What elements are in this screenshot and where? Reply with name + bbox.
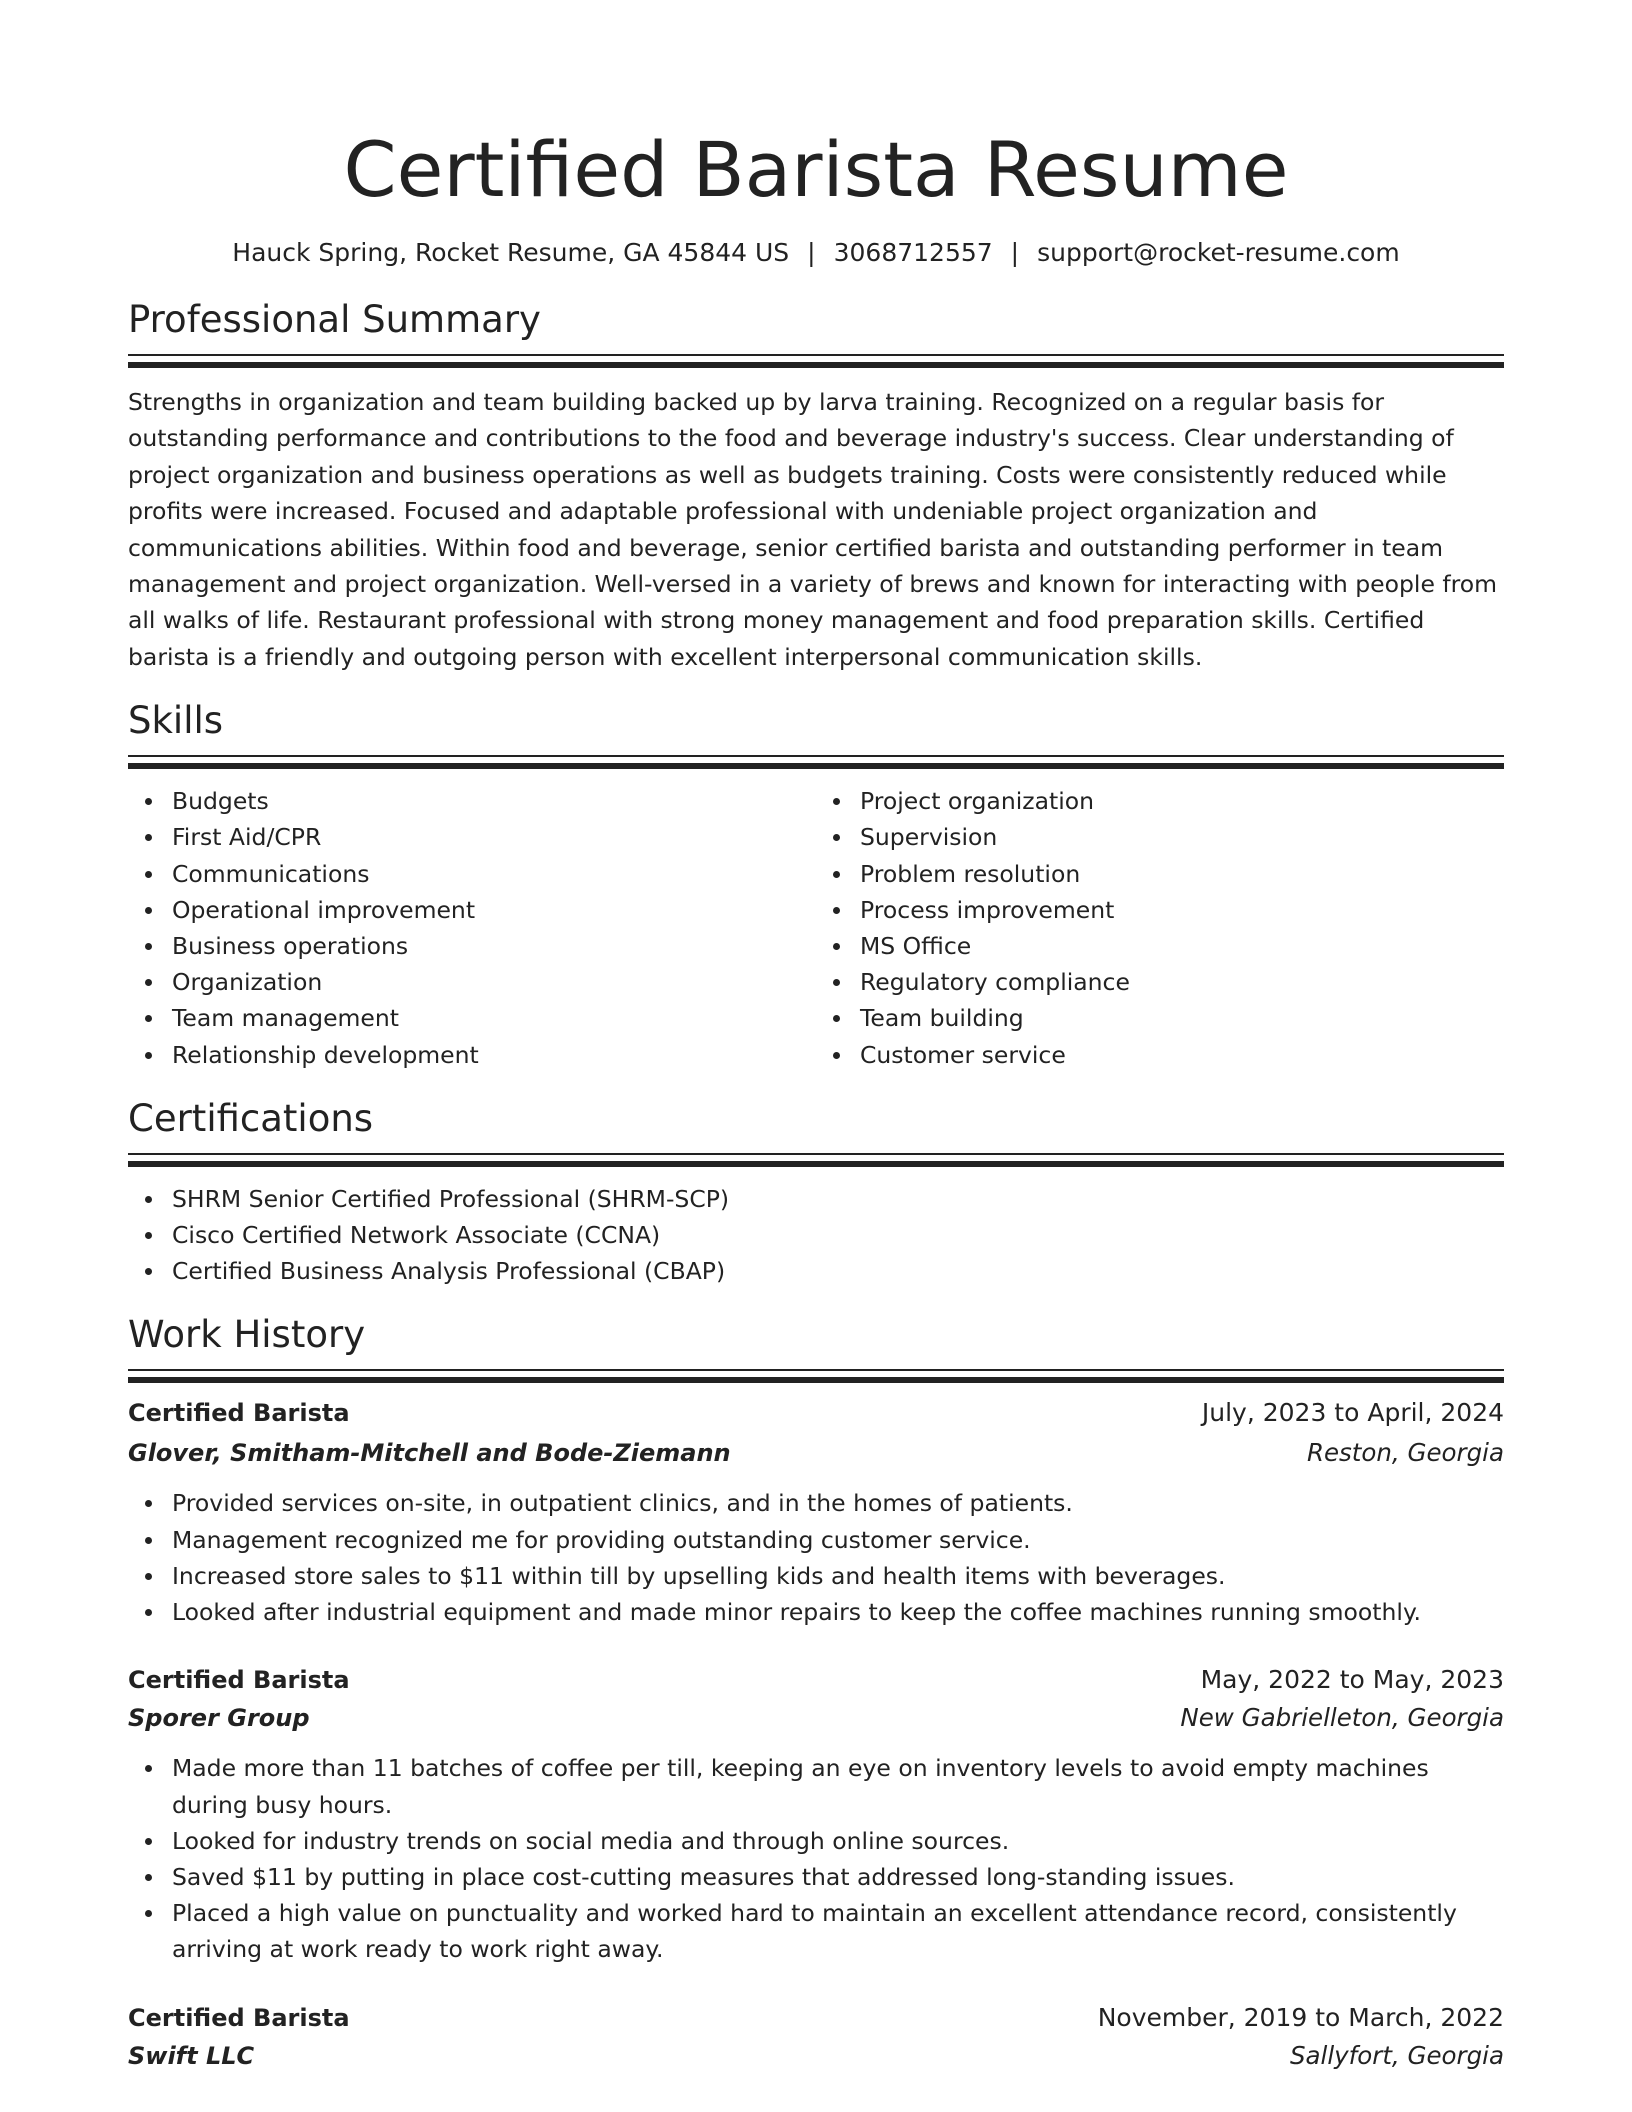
job-company-row xyxy=(128,1698,1504,1738)
certification-item: Certified Business Analysis Professional (CBAP) xyxy=(172,1253,1504,1289)
section-divider xyxy=(128,354,1504,368)
skills-grid xyxy=(128,783,1504,1073)
job-duty-item: Looked for industry trends on social media and through online sources. xyxy=(172,1823,1504,1859)
job-duty-item: Increased store sales to $11 within till by upselling kids and health items with beverages. xyxy=(172,1558,1504,1594)
skill-item: Communications xyxy=(172,856,816,892)
job-duty-item: Placed a high value on punctuality and worked hard to maintain an excellent attendance record, consistently arriving at work ready to work right away. xyxy=(172,1895,1504,1967)
skills-list-left xyxy=(128,783,816,1073)
contact-phone[interactable]: 3068712557 xyxy=(833,238,993,267)
job-duties-list xyxy=(128,1485,1504,1630)
skill-item: Organization xyxy=(172,964,816,1000)
resume-title: Certified Barista Resume xyxy=(343,125,1289,214)
section-divider xyxy=(128,755,1504,769)
job-duty-item: Made more than 11 batches of coffee per till, keeping an eye on inventory levels to avoid empty machines during busy hours. xyxy=(172,1750,1504,1822)
job-company-row xyxy=(128,2036,1504,2076)
skill-item: Project organization xyxy=(860,783,1504,819)
skill-item: Team building xyxy=(860,1000,1504,1036)
job-dates: November, 2019 to March, 2022 xyxy=(1097,2002,1504,2032)
job-header-row xyxy=(128,1660,1504,1700)
certifications-section xyxy=(128,1095,1504,1290)
job-company: Swift LLC xyxy=(128,2041,255,2070)
section-divider xyxy=(128,1153,1504,1167)
job-header-row xyxy=(128,1393,1504,1433)
job-duty-item: Management recognized me for providing outstanding customer service. xyxy=(172,1522,1504,1558)
job-header-row xyxy=(128,1998,1504,2038)
contact-separator: | xyxy=(807,238,816,267)
skill-item: Supervision xyxy=(860,819,1504,855)
skill-item: Process improvement xyxy=(860,892,1504,928)
certifications-list xyxy=(128,1181,1504,1290)
job-title: Certified Barista xyxy=(128,1399,350,1428)
skill-item: Customer service xyxy=(860,1037,1504,1073)
skills-heading: Skills xyxy=(128,699,224,743)
contact-separator: | xyxy=(1010,238,1020,267)
skills-section xyxy=(128,697,1504,1073)
job-company: Glover, Smitham-Mitchell and Bode-Ziemann xyxy=(128,1439,731,1468)
job-duties-list xyxy=(128,1750,1504,1967)
job-entry xyxy=(128,1998,1504,2076)
certification-item: SHRM Senior Certified Professional (SHRM-SCP) xyxy=(172,1181,1504,1217)
skill-item: Operational improvement xyxy=(172,892,816,928)
work-history-section xyxy=(128,1311,1504,2075)
skill-item: Budgets xyxy=(172,783,816,819)
job-title: Certified Barista xyxy=(128,2003,350,2032)
resume-page xyxy=(128,0,1504,2076)
job-location: Reston, Georgia xyxy=(1306,1438,1504,1468)
job-location: New Gabrielleton, Georgia xyxy=(1180,1703,1504,1733)
skill-item: Regulatory compliance xyxy=(860,964,1504,1000)
summary-text: Strengths in organization and team building backed up by larva training. Recognized on a regular basis for outstanding performance and contributions to the food and beverage industry's success. Clear understanding of project organization and business operations as well as budgets training. Costs were consistently reduced while profits were increased. Focused and adaptable professional with undeniable project organization and communications abilities. Within food and beverage, senior certified barista and outstanding performer in team management and project organization. Well-versed in a variety of brews and known for interacting with people from all walks of life. Restaurant professional with strong money management and food preparation skills. Certified barista is a friendly and outgoing person with excellent interpersonal communication skills. xyxy=(128,388,1498,671)
job-company-row xyxy=(128,1433,1504,1473)
job-duty-item: Provided services on-site, in outpatient clinics, and in the homes of patients. xyxy=(172,1485,1504,1521)
job-company: Sporer Group xyxy=(128,1704,310,1733)
job-location: Sallyfort, Georgia xyxy=(1289,2040,1504,2070)
skills-list-right xyxy=(816,783,1504,1073)
certifications-heading: Certifications xyxy=(128,1096,374,1140)
contact-line xyxy=(128,236,1504,270)
summary-heading: Professional Summary xyxy=(128,298,541,341)
skill-item: Problem resolution xyxy=(860,856,1504,892)
job-entry xyxy=(128,1393,1504,1630)
skill-item: Relationship development xyxy=(172,1037,816,1073)
skill-item: MS Office xyxy=(860,928,1504,964)
job-dates: May, 2022 to May, 2023 xyxy=(1200,1665,1504,1695)
section-divider xyxy=(128,1369,1504,1383)
certification-item: Cisco Certified Network Associate (CCNA) xyxy=(172,1217,1504,1253)
contact-address: Hauck Spring, Rocket Resume, GA 45844 US xyxy=(232,238,790,267)
job-duty-item: Saved $11 by putting in place cost-cutting measures that addressed long-standing issues. xyxy=(172,1859,1504,1895)
job-duty-item: Looked after industrial equipment and made minor repairs to keep the coffee machines running smoothly. xyxy=(172,1594,1504,1630)
contact-email[interactable]: support@rocket-resume.com xyxy=(1037,238,1400,267)
skill-item: First Aid/CPR xyxy=(172,819,816,855)
skill-item: Business operations xyxy=(172,928,816,964)
skill-item: Team management xyxy=(172,1000,816,1036)
work-history-heading: Work History xyxy=(128,1313,366,1357)
job-entry xyxy=(128,1660,1504,1967)
job-dates: July, 2023 to April, 2024 xyxy=(1201,1398,1504,1428)
summary-section xyxy=(128,296,1504,675)
job-title: Certified Barista xyxy=(128,1666,350,1695)
